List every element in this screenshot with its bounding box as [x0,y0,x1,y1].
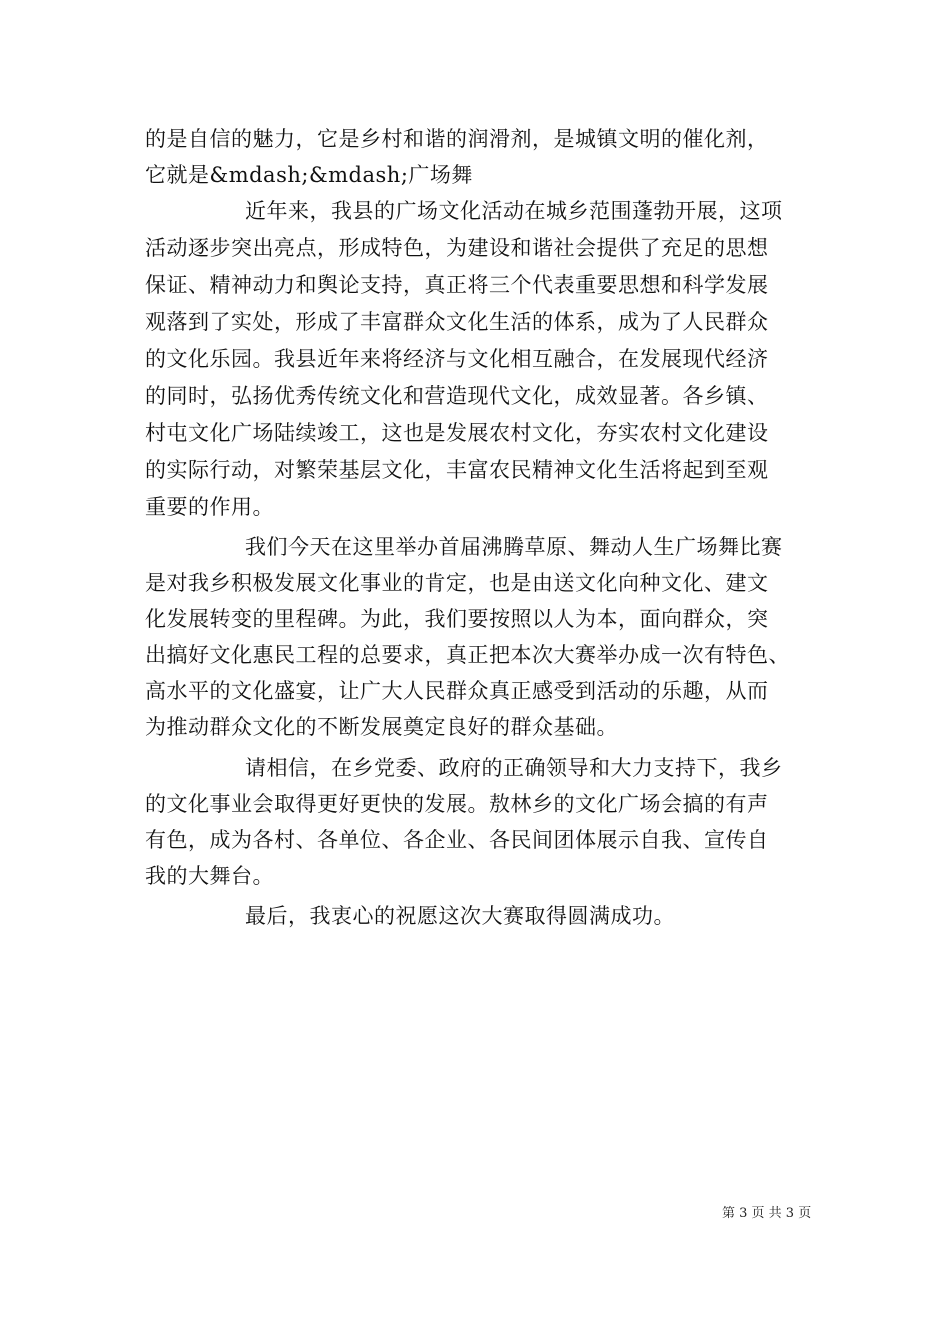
paragraph-first-line: 请相信，在乡党委、政府的正确领导和大力支持下，我乡 [245,756,783,780]
text-line: 的文化乐园。我县近年来将经济与文化相互融合，在发展现代经济 [145,347,769,371]
text-line: 村屯文化广场陆续竣工，这也是发展农村文化，夯实农村文化建设 [145,421,769,445]
text-line: 高水平的文化盛宴，让广大人民群众真正感受到活动的乐趣，从而 [145,679,769,703]
text-line: 有色，成为各村、各单位、各企业、各民间团体展示自我、宣传自 [145,828,769,852]
text-line: 保证、精神动力和舆论支持，真正将三个代表重要思想和科学发展 [145,273,769,297]
paragraph-first-line: 我们今天在这里举办首届沸腾草原、舞动人生广场舞比赛 [245,535,783,559]
text-line: 的同时，弘扬优秀传统文化和营造现代文化，成效显著。各乡镇、 [145,384,769,408]
text-line: 化发展转变的里程碑。为此，我们要按照以人为本，面向群众，突 [145,607,769,631]
text-line: 它就是&mdash;&mdash;广场舞 [145,163,473,187]
text-line: 活动逐步突出亮点，形成特色，为建设和谐社会提供了充足的思想 [145,236,769,260]
paragraph-first-line: 最后，我衷心的祝愿这次大赛取得圆满成功。 [245,904,675,928]
text-line: 出搞好文化惠民工程的总要求，真正把本次大赛举办成一次有特色、 [145,643,790,667]
text-line: 为推动群众文化的不断发展奠定良好的群众基础。 [145,715,618,739]
text-line: 重要的作用。 [145,495,274,519]
text-line: 观落到了实处，形成了丰富群众文化生活的体系，成为了人民群众 [145,310,769,334]
text-line: 的实际行动，对繁荣基层文化，丰富农民精神文化生活将起到至观 [145,458,769,482]
text-line: 是对我乡积极发展文化事业的肯定，也是由送文化向种文化、建文 [145,571,769,595]
paragraph-first-line: 近年来，我县的广场文化活动在城乡范围蓬勃开展，这项 [245,199,783,223]
text-line: 的文化事业会取得更好更快的发展。敖林乡的文化广场会搞的有声 [145,792,769,816]
text-line: 的是自信的魅力，它是乡村和谐的润滑剂，是城镇文明的催化剂， [145,127,769,151]
text-line: 我的大舞台。 [145,864,274,888]
page-number: 第 3 页 共 3 页 [722,1206,812,1221]
